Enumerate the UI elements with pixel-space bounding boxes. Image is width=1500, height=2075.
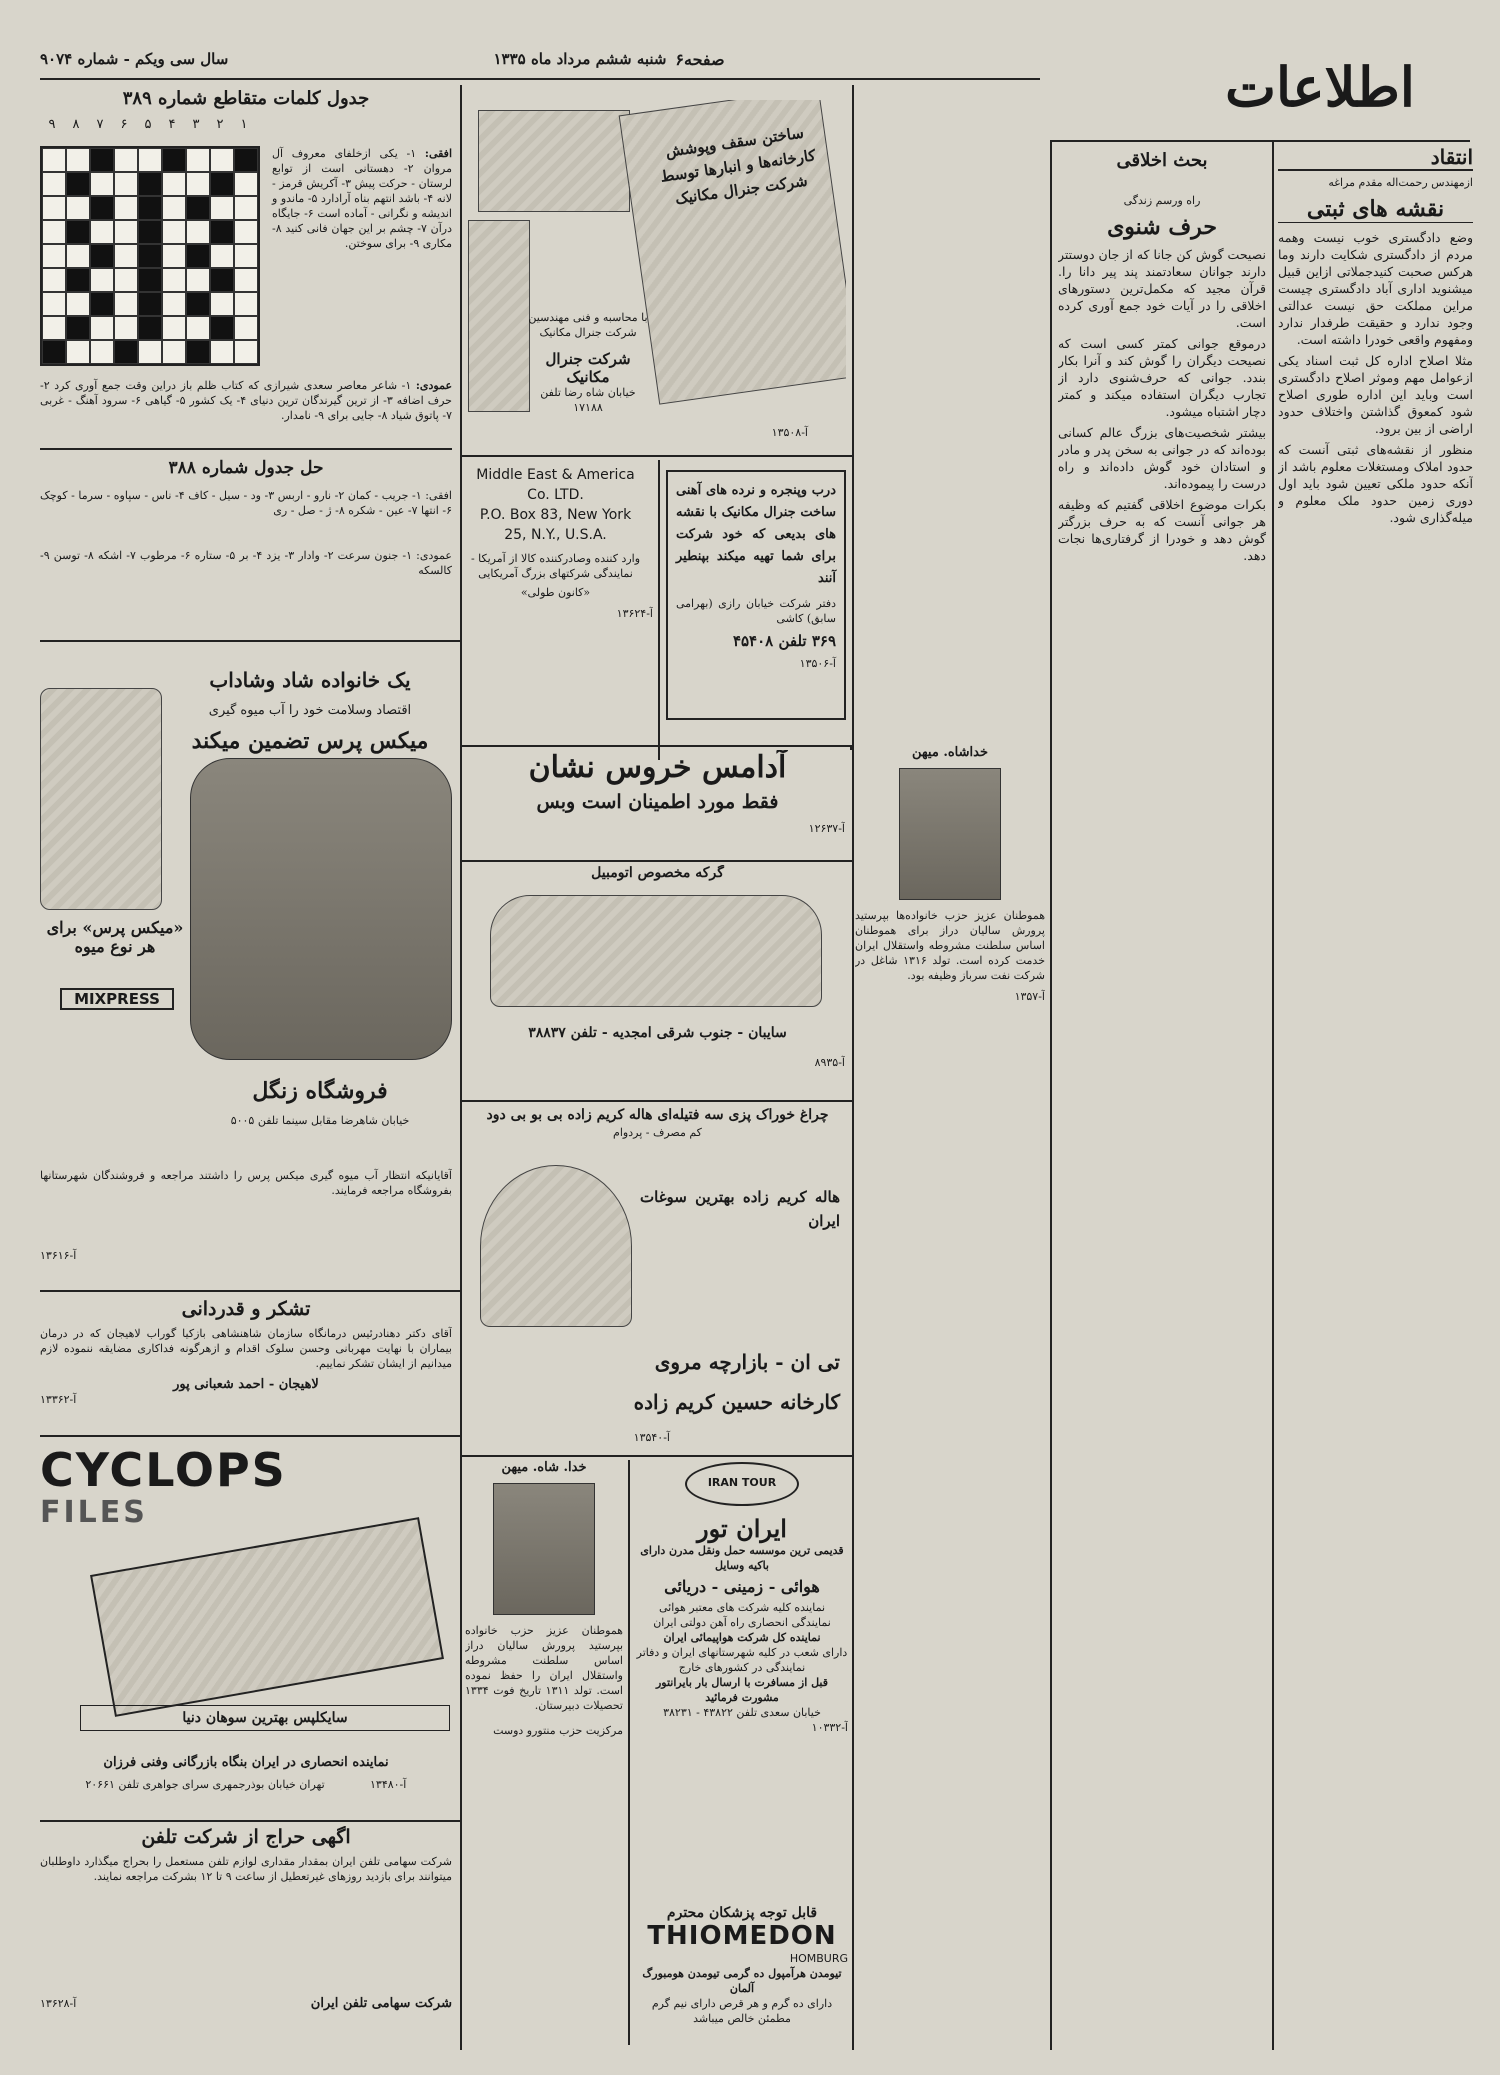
crossword-cell xyxy=(210,316,234,340)
iran-tour-line: نماینده کلیه شرکت های معتبر هوائی xyxy=(658,1601,826,1614)
crossword-cell xyxy=(186,316,210,340)
crossword-cell xyxy=(66,292,90,316)
crossword-cell xyxy=(114,148,138,172)
doors-ad xyxy=(666,470,846,720)
company-address: 25, N.Y., U.S.A. xyxy=(504,527,607,543)
thiomedon-notice: قابل توجه پزشکان محترم xyxy=(666,1905,818,1921)
ad-code: آ-۱۳۵۷ xyxy=(1014,990,1045,1003)
column-rule xyxy=(852,85,854,2050)
iran-tour-line: نماینده کل شرکت هواپیمائی ایران xyxy=(663,1631,821,1644)
masthead-title: اطلاعات xyxy=(1225,55,1415,119)
auction-signature: شرکت سهامی تلفن ایران xyxy=(310,1996,452,2011)
obituary-header: خداشاه. میهن xyxy=(912,745,988,760)
iran-tour-line: قبل از مسافرت با ارسال بار بایرانتور مشورت فرمائید xyxy=(655,1676,829,1704)
crossword-cell xyxy=(90,292,114,316)
mixpress-ad xyxy=(40,648,452,1288)
mixpress-store: فروشگاه زنگل xyxy=(252,1078,388,1104)
ethics-article xyxy=(1058,150,1266,2050)
grid-number: ۸ xyxy=(72,117,80,132)
crossword-cell xyxy=(210,340,234,364)
crossword-cell xyxy=(90,196,114,220)
gum-title: آدامس خروس نشان xyxy=(528,750,787,785)
warehouse-illustration xyxy=(478,110,630,212)
solution-down: عمودی: ۱- جنون سرعت ۲- وادار ۳- یزد ۴- بر ۵- ستاره ۶- مرطوب ۷- اشکه ۸- توسن ۹- کالسکه xyxy=(40,549,452,577)
grid-number: ۶ xyxy=(120,117,128,132)
down-clues: ۱- شاعر معاصر سعدی شیرازی که کتاب ظلم باز دراین وقت جمع آوری کرد ۲- حرف اضافه ۳- از ترین گیرندگان ترین دنیای ۴- یک کشور ۵- گیاهی ۶- سرود آهنگ - غربی ۷- پاتوق شیاد ۸- جایی برای ۹- نامدار. xyxy=(40,379,452,422)
crossword-cell xyxy=(138,268,162,292)
iran-tour-phone: خیابان سعدی تلفن ۴۳۸۲۲ - ۳۸۲۳۱ xyxy=(663,1706,821,1719)
iran-tour-line: هوائی - زمینی - دریائی xyxy=(664,1577,820,1596)
header-rule xyxy=(40,78,1040,80)
crossword-cell xyxy=(210,148,234,172)
crossword-numbers xyxy=(40,117,452,132)
crossword-cell xyxy=(114,292,138,316)
criticism-article xyxy=(1278,145,1473,2045)
ad-code: آ-۱۳۵۰۶ xyxy=(799,657,836,670)
crossword-cell xyxy=(90,148,114,172)
crossword-cell xyxy=(234,292,258,316)
thanks-title: تشکر و قدردانی xyxy=(181,1298,311,1320)
crossword-grid xyxy=(40,146,260,366)
crossword-section xyxy=(40,88,452,633)
steel-structure-illustration xyxy=(468,220,530,412)
crossword-cell xyxy=(186,244,210,268)
crossword-cell xyxy=(210,220,234,244)
cyclops-address: تهران خیابان بوذرجمهری سرای جواهری تلفن ۲۰۶۶۱ xyxy=(85,1778,325,1791)
crossword-cell xyxy=(234,340,258,364)
crossword-cell xyxy=(186,196,210,220)
crossword-cell xyxy=(42,244,66,268)
stove-maker: کارخانه حسین کریم زاده xyxy=(633,1390,840,1414)
crossword-cell xyxy=(42,220,66,244)
stove-line: هاله کریم زاده بهترین سوغات ایران xyxy=(640,1188,840,1230)
crossword-cell xyxy=(114,268,138,292)
crossword-cell xyxy=(210,244,234,268)
cyclops-brand: CYCLOPS xyxy=(40,1445,287,1497)
crossword-cell xyxy=(162,340,186,364)
crossword-cell xyxy=(66,196,90,220)
telephone-auction-notice xyxy=(40,1826,452,2046)
crossword-cell xyxy=(234,316,258,340)
crossword-cell xyxy=(66,244,90,268)
issue-date: شنبه ششم مرداد ماه ۱۳۳۵ xyxy=(493,50,667,68)
stove-line: کم مصرف - پردوام xyxy=(613,1126,702,1139)
article-paragraph: درموقع جوانی کمتر کسی است که نصیحت دیگران را گوش کند و آنرا بکار بندد. جوانی که حرف‌شنوی دارد از تجارب دیگران استفاده میکند و کمتر دچار اشتباه میشود. xyxy=(1058,336,1266,419)
obituary-header: خدا. شاه. میهن xyxy=(501,1460,587,1475)
ad-headline: ساختن سقف وپوشش کارخانه‌ها و انبارها توسط شرکت جنرال مکانیک xyxy=(659,123,817,208)
article-title: نقشه های ثبتی xyxy=(1278,196,1473,223)
ad-rule xyxy=(628,1460,630,2045)
crossword-cell xyxy=(66,316,90,340)
iran-tour-title: ایران تور xyxy=(697,1514,787,1543)
crossword-cell xyxy=(186,292,210,316)
ad-line: با محاسبه و فنی مهندسین شرکت جنرال مکانیک xyxy=(528,311,648,339)
general-mechanics-ad xyxy=(468,100,846,450)
ad-text: درب وپنجره و نرده های آهنی ساخت جنرال مکانیک با نقشه های بدیعی که خود شرکت برای شما تهیه میکند بپنطیر آنند xyxy=(676,483,836,586)
crossword-cell xyxy=(138,292,162,316)
solution-across: افقی: ۱- جریب - کمان ۲- نارو - اربس ۳- ود - سیل - کاف ۴- ناس - سپاوه - سرما - کوچک ۶- انتها ۷- عین - شکره ۸- ژ - صل - ری xyxy=(40,489,452,517)
crossword-cell xyxy=(90,340,114,364)
iran-tour-logo-text: IRAN TOUR xyxy=(707,1476,777,1489)
crossword-cell xyxy=(66,172,90,196)
crossword-cell xyxy=(234,268,258,292)
crossword-cell xyxy=(114,340,138,364)
section-rule xyxy=(40,1435,460,1437)
juicer-illustration xyxy=(40,688,162,910)
ad-address: خیابان شاه رضا تلفن ۱۷۱۸۸ xyxy=(540,386,636,414)
ad-code: آ-۱۳۶۲۴ xyxy=(616,607,653,620)
crossword-cell xyxy=(90,220,114,244)
article-paragraph: مثلا اصلاح اداره کل ثبت اسناد یکی ازعوامل مهم وموثر اصلاح دادگستری است وباید این اداره طوری اصلاح شود کمعوق گذاشتن واختلاف حدود اراضی از بین برود. xyxy=(1278,353,1473,436)
obituary-1 xyxy=(855,745,1045,1445)
crossword-cell xyxy=(138,148,162,172)
ad-rule xyxy=(460,745,852,747)
mixpress-address: خیابان شاهرضا مقابل سینما تلفن ۵۰۰۵ xyxy=(230,1114,410,1127)
ad-office: دفتر شرکت خیابان رازی (بهرامی سابق) کاشی xyxy=(676,597,836,625)
middle-east-ad xyxy=(458,465,653,715)
ad-rule xyxy=(460,1100,852,1102)
crossword-across xyxy=(272,146,452,251)
iran-tour-ad xyxy=(636,1462,848,1902)
stove-store: تی ان - بازارچه مروی xyxy=(654,1350,840,1374)
iran-tour-logo xyxy=(685,1462,799,1506)
crossword-cell xyxy=(42,196,66,220)
article-paragraph: وضع دادگستری خوب نیست وهمه مردم از دادگستری شکایت دارند وما هرکس صحبت کنیدجملاتی ازاین قبیل میشنوید اداری آباد دادگستری چیست مراین مملکت حق نیست عدالتی وجود ندارد و حقیقت طرفدار ندارد ومفهوم واقعی خودرا داشته است. xyxy=(1278,230,1473,347)
crossword-cell xyxy=(186,268,210,292)
section-rule xyxy=(40,1820,460,1822)
ad-rule xyxy=(460,455,852,457)
crossword-cell xyxy=(66,340,90,364)
mixpress-line: اقتصاد وسلامت خود را آب میوه گیری xyxy=(208,703,412,718)
crossword-cell xyxy=(42,340,66,364)
portrait-photo xyxy=(899,768,1001,900)
crossword-cell xyxy=(234,172,258,196)
grid-number: ۷ xyxy=(96,117,104,132)
crossword-cell xyxy=(114,316,138,340)
crossword-cell xyxy=(234,244,258,268)
crossword-down xyxy=(40,378,452,423)
thanks-signature: لاهیجان - احمد شعبانی پور xyxy=(173,1377,319,1392)
crossword-cell xyxy=(234,196,258,220)
thiomedon-maker: HOMBURG xyxy=(789,1952,848,1965)
crossword-cell xyxy=(210,268,234,292)
mixpress-product: میکس پرس تضمین میکند xyxy=(191,728,429,754)
gum-subtitle: فقط مورد اطمینان است وبس xyxy=(536,791,779,813)
page-number: صفحه۶ xyxy=(675,50,725,69)
thanks-notice xyxy=(40,1298,452,1428)
crossword-cell xyxy=(90,316,114,340)
across-clues: ۱- یکی ازخلفای معروف آل مروان ۲- دهستانی است از توابع لرستان - حرکت پیش ۳- آکریش قرمز - لانه ۴- باشد انتهم بناه آرادارد ۵- ماندو و اندیشه و نگرانی - آماده است ۶- جایگاه درآن ۷- چشم بر این جهان فانی کنید ۸- مکاری ۹- برای سوختن. xyxy=(272,147,452,250)
crossword-cell xyxy=(162,220,186,244)
across-label: افقی: xyxy=(424,147,452,160)
stove-illustration xyxy=(480,1165,632,1327)
masthead-area xyxy=(1170,55,1470,135)
family-photo xyxy=(190,758,452,1060)
ad-code: آ-۱۳۵۴۰ xyxy=(633,1431,670,1444)
thiomedon-brand: THIOMEDON xyxy=(647,1921,837,1951)
crossword-cell xyxy=(138,172,162,196)
gum-ad xyxy=(470,750,845,860)
car-ad xyxy=(470,865,845,1100)
crossword-cell xyxy=(138,340,162,364)
grid-number: ۱ xyxy=(240,117,248,132)
grid-number: ۳ xyxy=(192,117,200,132)
down-label: عمودی: xyxy=(415,379,452,392)
crossword-cell xyxy=(90,172,114,196)
crossword-cell xyxy=(162,268,186,292)
crossword-title: جدول کلمات متقاطع شماره ۳۸۹ xyxy=(122,88,370,109)
portrait-photo xyxy=(493,1483,595,1615)
crossword-cell xyxy=(42,148,66,172)
ad-rule xyxy=(850,745,852,750)
crossword-cell xyxy=(90,244,114,268)
thiomedon-ad xyxy=(636,1905,848,2045)
crossword-cell xyxy=(66,268,90,292)
ad-phone: ۳۶۹ تلفن ۴۵۴۰۸ xyxy=(732,632,836,650)
auction-footer xyxy=(40,1996,452,2011)
cyclops-subtitle: FILES xyxy=(40,1495,148,1530)
crossword-cell xyxy=(210,172,234,196)
crossword-cell xyxy=(186,220,210,244)
obituary-text: هموطنان عزیز حزب خانواده‌ها بپرستید پرورش سالیان دراز برای هموطنان اساس سلطنت مشروطه واستقلال ایران خدمت کرده است. تولد ۱۳۱۶ شاغل در شرکت نفت سرباز وظیفه بود. xyxy=(855,909,1045,982)
mixpress-logo: MIXPRESS xyxy=(60,988,174,1010)
crossword-cell xyxy=(42,316,66,340)
crossword-cell xyxy=(114,172,138,196)
iran-tour-line: دارای شعب در کلیه شهرستانهای ایران و دفاتر نمایندگی در کشورهای خارج xyxy=(636,1646,848,1674)
grid-number: ۴ xyxy=(168,117,176,132)
ad-code: آ-۱۳۴۸۰ xyxy=(370,1778,407,1791)
section-label: بحث اخلاقی xyxy=(1116,150,1208,171)
file-package-illustration xyxy=(90,1517,444,1717)
column-rule xyxy=(460,85,462,2050)
ad-rule xyxy=(658,460,660,760)
crossword-cell xyxy=(138,196,162,220)
crossword-cell xyxy=(42,292,66,316)
crossword-cell xyxy=(42,268,66,292)
ad-sub: «کانون طولی» xyxy=(520,586,591,599)
ad-rule xyxy=(460,1455,852,1457)
stove-ad xyxy=(470,1105,845,1455)
issue-number: سال سی ویکم - شماره ۹۰۷۴ xyxy=(40,50,229,68)
crossword-cell xyxy=(234,148,258,172)
mixpress-note: آقایانیکه انتظار آب میوه گیری میکس پرس را داشتند مراجعه و فروشندگان شهرستانها بفروشگاه مراجعه فرمایند. xyxy=(40,1169,452,1197)
crossword-cell xyxy=(162,196,186,220)
crossword-cell xyxy=(114,244,138,268)
crossword-cell xyxy=(186,340,210,364)
ad-code: آ-۱۳۳۶۲ xyxy=(40,1393,77,1406)
cyclops-dealer: نماینده انحصاری در ایران بنگاه بازرگانی وفنی فرزان xyxy=(103,1755,389,1770)
mixpress-slogan: «میکس پرس» برای هر نوع میوه xyxy=(46,918,184,956)
crossword-cell xyxy=(162,316,186,340)
section-rule xyxy=(40,1290,460,1292)
article-paragraph: بیشتر شخصیت‌های بزرگ عالم کسانی بوده‌اند که در جوانی به سخن پدر و مادر و استادان خود گوش داده‌اند و راه درست را پیموده‌اند. xyxy=(1058,425,1266,491)
crossword-cell xyxy=(138,220,162,244)
crossword-cell xyxy=(114,220,138,244)
article-subtitle: راه ورسم زندگی xyxy=(1123,194,1201,207)
ad-code: آ-۸۹۳۵ xyxy=(814,1056,845,1069)
grid-number: ۵ xyxy=(144,117,152,132)
article-paragraph: نصیحت گوش کن جانا که از جان دوستتر دارند جوانان سعادتمند پند پیر دانا را. قرآن مجید که مکمل‌ترین دستورهای اخلاقی را در آیات خود جمع آوری کرده است. xyxy=(1058,247,1266,330)
section-label: انتقاد xyxy=(1278,145,1473,171)
crossword-cell xyxy=(186,148,210,172)
crossword-cell xyxy=(162,172,186,196)
ad-code: آ-۱۰۳۳۲ xyxy=(811,1721,848,1734)
company-name: Co. LTD. xyxy=(527,487,584,503)
grid-number: ۹ xyxy=(48,117,56,132)
crossword-cell xyxy=(138,316,162,340)
ad-rule xyxy=(460,860,852,862)
crossword-cell xyxy=(138,244,162,268)
thiomedon-text: دارای ده گرم و هر قرص دارای نیم گرم مطمئن خالص میباشد xyxy=(651,1997,833,2025)
car-cover-illustration xyxy=(490,895,822,1007)
grid-number: ۲ xyxy=(216,117,224,132)
ad-text: وارد کننده وصادرکننده کالا از آمریکا - نمایندگی شرکتهای بزرگ آمریکایی xyxy=(470,552,641,580)
masthead-rule xyxy=(1050,140,1470,142)
crossword-cell xyxy=(210,292,234,316)
thanks-text: آقای دکتر دهنادرئیس درمانگاه سازمان شاهنشاهی بازکیا گوراب لاهیجان که در درمان بیماران با نهایت مهربانی وحسن سلوک اقدام و ازهرگونه فداکاری مضایقه ننموده لازم میدانیم از ایشان تشکر نماییم. xyxy=(40,1327,452,1370)
crossword-cell xyxy=(66,148,90,172)
section-rule xyxy=(40,640,460,642)
crossword-cell xyxy=(162,292,186,316)
crossword-cell xyxy=(90,268,114,292)
crossword-cell xyxy=(186,172,210,196)
cyclops-ad xyxy=(40,1445,452,1815)
mixpress-headline: یک خانواده شاد وشاداب xyxy=(209,668,411,692)
crossword-cell xyxy=(66,220,90,244)
crossword-cell xyxy=(162,244,186,268)
car-title: گرکه مخصوص اتومبیل xyxy=(591,865,724,881)
crossword-cell xyxy=(234,220,258,244)
auction-title: اگهی حراج از شرکت تلفن xyxy=(141,1826,351,1848)
iran-tour-line: قدیمی ترین موسسه حمل ونقل مدرن دارای باکیه وسایل xyxy=(640,1544,844,1572)
crossword-cell xyxy=(162,148,186,172)
thiomedon-text: تیومدن هرآمپول ده گرمی تیومدن هومبورگ آلمان xyxy=(642,1967,842,1995)
article-title: حرف شنوی xyxy=(1107,214,1217,240)
column-rule xyxy=(1272,140,1274,2050)
column-rule xyxy=(1050,140,1052,2050)
company-address: P.O. Box 83, New York xyxy=(479,507,632,523)
obituary-footer: مرکزیت حزب منتورو دوست xyxy=(493,1724,623,1737)
ad-code: آ-۱۳۶۲۸ xyxy=(40,1997,77,2010)
article-paragraph: بکرات موضوع اخلاقی گفتیم که وظیفه هر جوانی آنست که به حرف بزرگتر گوش دهد و خودرا از گرفتاری‌ها نجات دهد. xyxy=(1058,497,1266,563)
ad-code: آ-۱۲۶۳۷ xyxy=(808,822,845,835)
solution-title: حل جدول شماره ۳۸۸ xyxy=(168,458,324,478)
iran-tour-line: نمایندگی انحصاری راه آهن دولتی ایران xyxy=(653,1616,831,1629)
article-author: ازمهندس رحمت‌اله مقدم مراغه xyxy=(1328,176,1473,189)
obituary-2 xyxy=(465,1460,623,2040)
crossword-cell xyxy=(42,172,66,196)
crossword-cell xyxy=(114,196,138,220)
section-rule xyxy=(40,448,452,450)
obituary-text: هموطنان عزیز حزب خانواده بپرستید پرورش سالیان دراز اساس سلطنت مشروطه واستقلال ایران را حفظ نموده است. تولد ۱۳۱۱ تاریخ فوت ۱۳۳۴ تحصیلات دبیرستان. xyxy=(465,1624,623,1712)
cyclops-tagline: سایکلپس بهترین سوهان دنیا xyxy=(80,1705,450,1731)
ad-code: آ-۱۳۵۰۸ xyxy=(771,426,808,439)
stove-headline: چراغ خوراک پزی سه فتیله‌ای هاله کریم زاده بی بو بی دود xyxy=(486,1107,829,1123)
ad-code: آ-۱۳۶۱۶ xyxy=(40,1249,77,1262)
auction-text: شرکت سهامی تلفن ایران بمقدار مقداری لوازم تلفن مستعمل را بحراج میگذارد داوطلبان میتوانند برای بازدید روزهای غیرتعطیل از ساعت ۹ تا ۱۲ بشرکت مراجعه نمایند. xyxy=(40,1855,452,1883)
company-name: Middle East & America xyxy=(476,467,635,483)
article-paragraph: منظور از نقشه‌های ثبتی آنست که حدود املاک ومستغلات معلوم باشد از آنکه حدود ملکی تعیین شود باید اول دوری زمین حدود ملک معلوم و میله‌گذاری شود. xyxy=(1278,442,1473,525)
car-address: سایبان - جنوب شرقی امجدیه - تلفن ۳۸۸۳۷ xyxy=(528,1025,787,1041)
ad-brand: شرکت جنرال مکانیک xyxy=(545,350,631,386)
crossword-cell xyxy=(210,196,234,220)
